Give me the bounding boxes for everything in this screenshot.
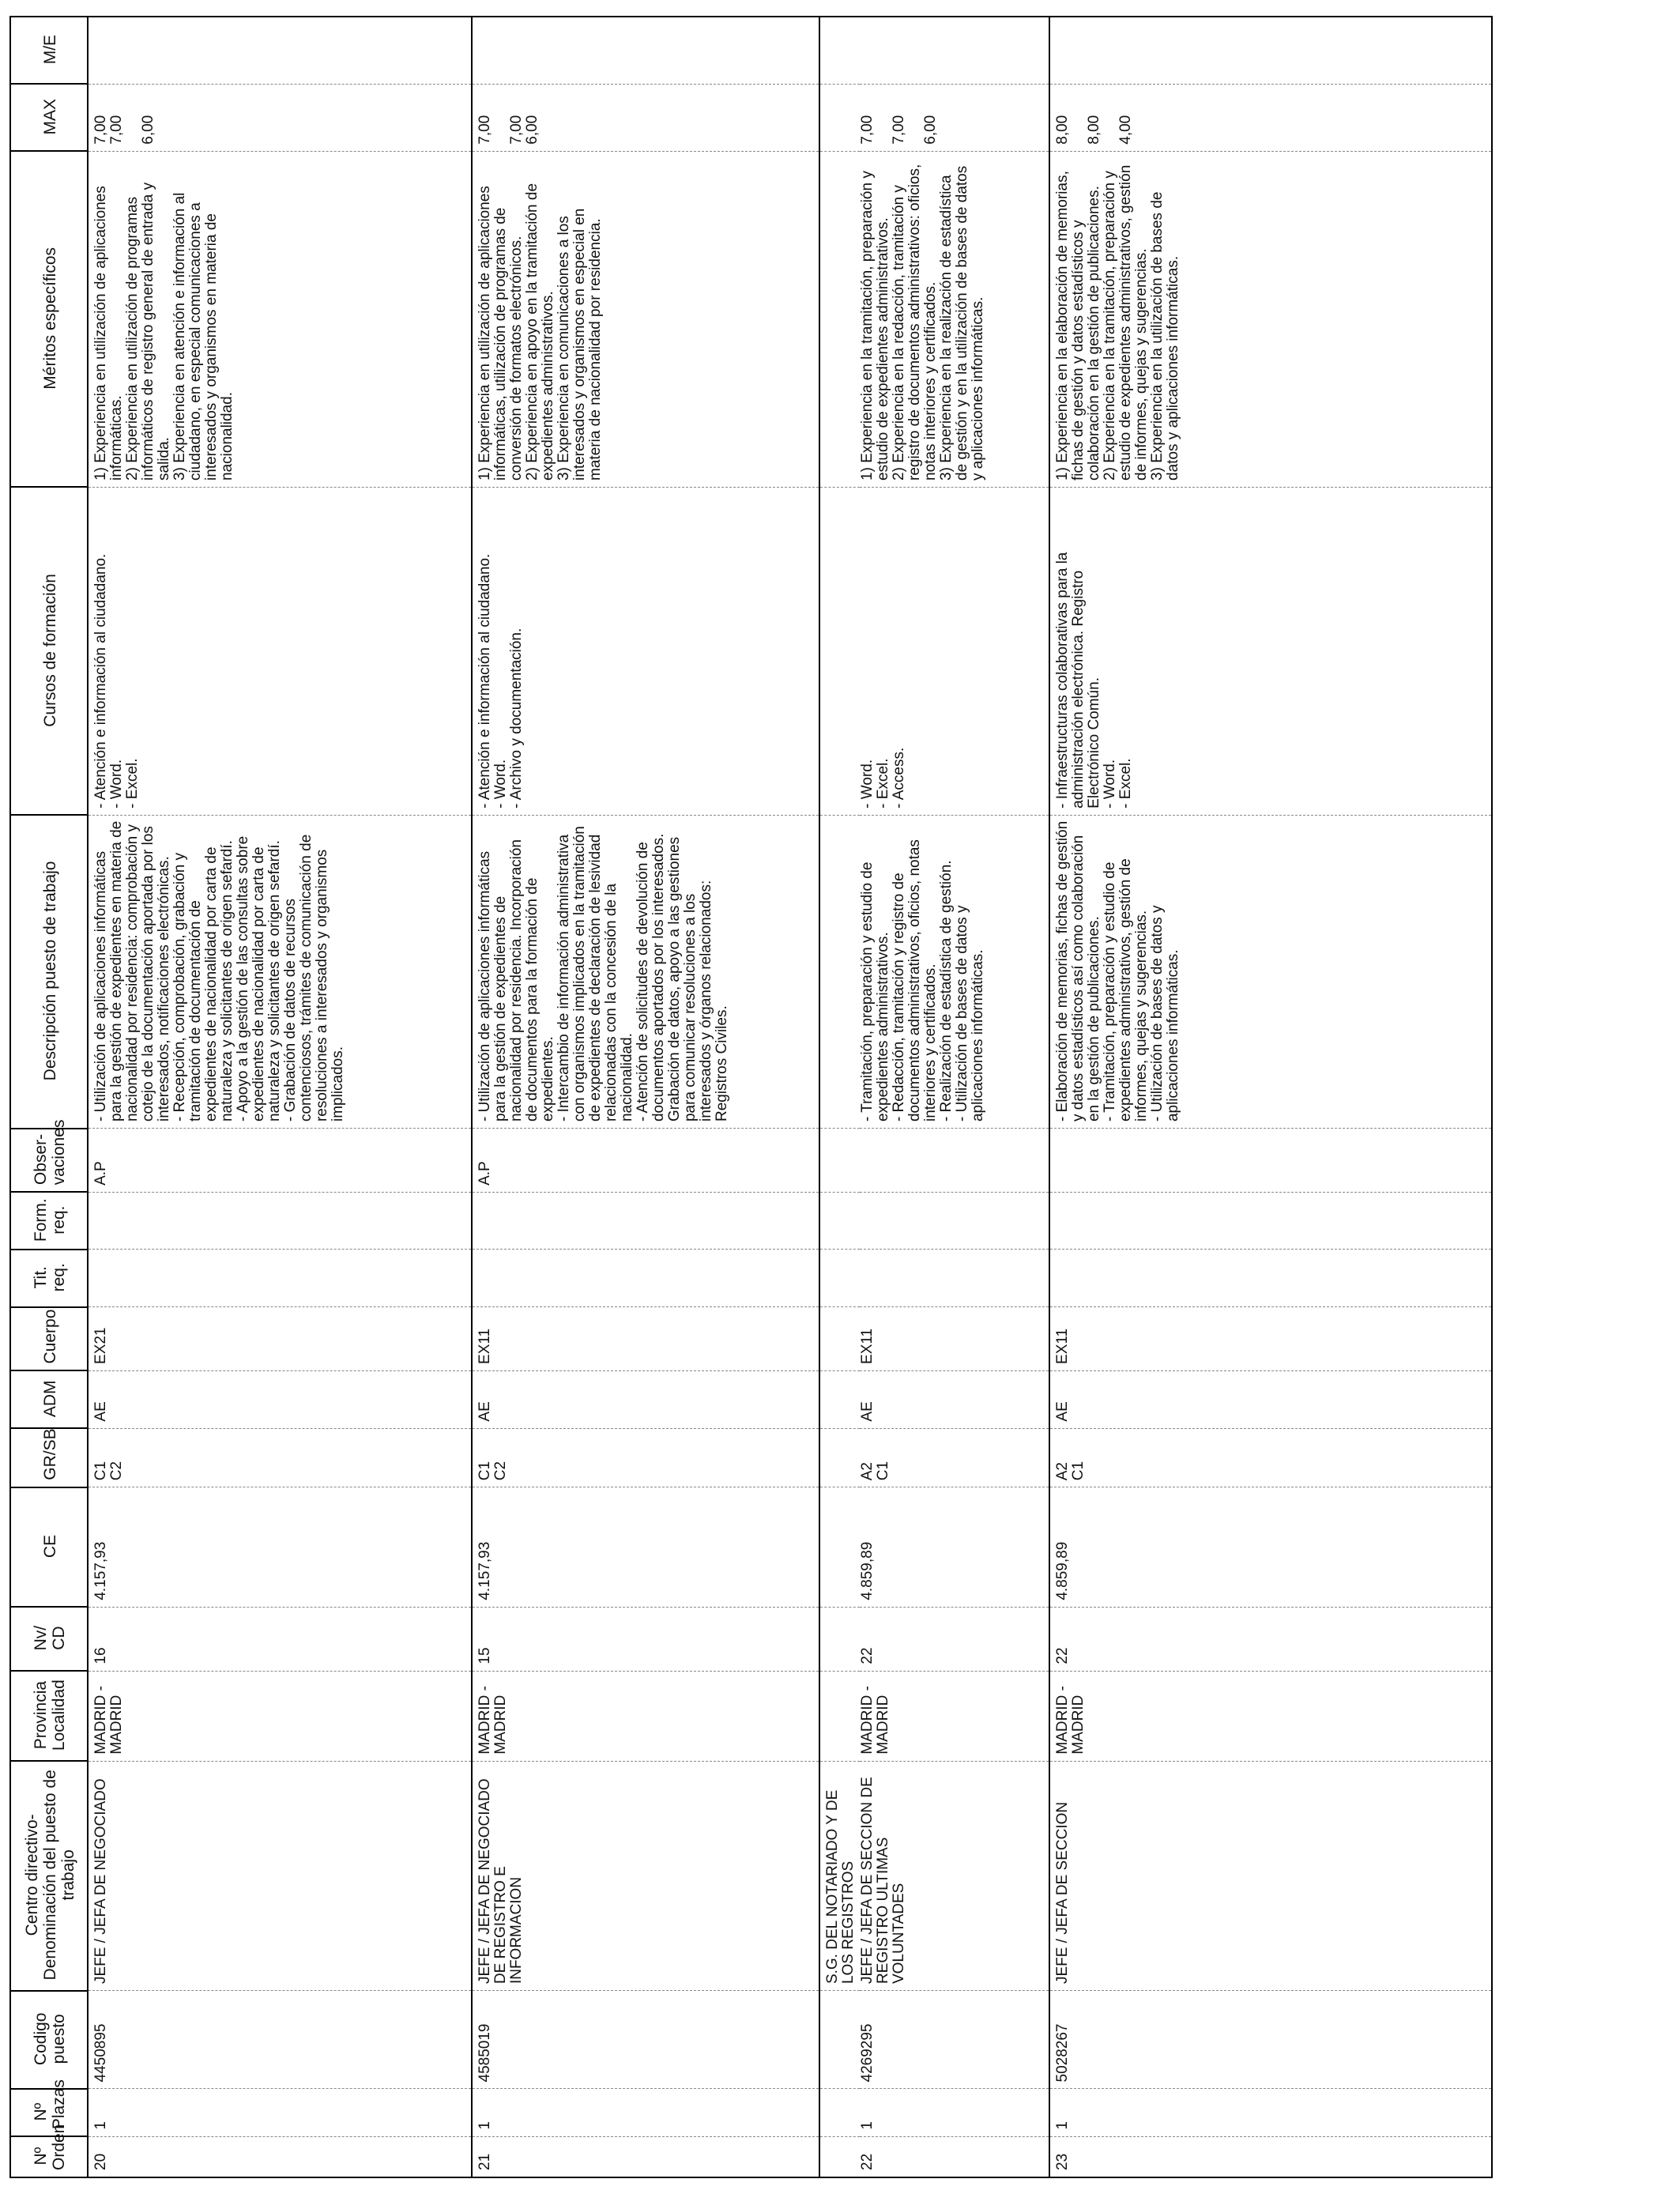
cell-centro: JEFE / JEFA DE NEGOCIADO — [88, 1761, 472, 1990]
cell-cuerpo: EX11 — [1049, 1307, 1492, 1371]
header-me: M/E — [10, 17, 88, 84]
cell-cuerpo: EX11 — [860, 1307, 1049, 1371]
cell-form — [472, 1192, 819, 1250]
header-tit: Tit. req. — [10, 1250, 88, 1307]
cell-orden: 21 — [472, 2136, 819, 2177]
header-descripcion: Descripción puesto de trabajo — [10, 815, 88, 1128]
cell-max: 7,00 7,00 6,00 — [472, 84, 819, 151]
header-meritos: Méritos específicos — [10, 151, 88, 487]
cell-orden: 23 — [1049, 2136, 1492, 2177]
cell-meritos: 1) Experiencia en la tramitación, preparación y estudio de expedientes administrativos. 2) Experiencia en la redacción, tramitación y registro de documentos administrativos: oficios, notas interiores y certificados. 3) Experiencia en la realización de estadística de gestión y en la utilización de bases de datos y aplicaciones informáticas. — [860, 151, 1049, 487]
cell-cursos: - Infraestructuras colaborativas para la administración electrónica. Registro Electrónico Común. - Word. - Excel. — [1049, 487, 1492, 815]
header-nivel: Nv/ CD — [10, 1607, 88, 1671]
cell-obs: A.P — [88, 1129, 472, 1193]
section-row — [819, 17, 860, 2177]
header-row — [10, 17, 88, 2177]
cell-ce: 4.157,93 — [472, 1487, 819, 1607]
cell-form — [860, 1192, 1049, 1250]
cell-me — [860, 17, 1049, 84]
header-plazas: Nº Plazas — [10, 2089, 88, 2136]
cell-adm: AE — [88, 1370, 472, 1428]
cell-plazas: 1 — [860, 2089, 1049, 2136]
header-form: Form. req. — [10, 1192, 88, 1250]
section-label: S.G. DEL NOTARIADO Y DE LOS REGISTROS — [819, 1761, 860, 1990]
header-ce: CE — [10, 1487, 88, 1607]
cell-meritos: 1) Experiencia en utilización de aplicaciones informáticas. 2) Experiencia en utilización de programas informáticos de registro general de entrada y salida. 3) Experiencia en atención e información al ciudadano, en especial comunicaciones a interesados y organismos en materia de nacionalidad. — [88, 151, 472, 487]
header-obs: Obser-vaciones — [10, 1129, 88, 1193]
cell-provincia: MADRID - MADRID — [472, 1671, 819, 1761]
header-provincia: Provincia Localidad — [10, 1671, 88, 1761]
cell-ce: 4.859,89 — [1049, 1487, 1492, 1607]
cell-nivel: 15 — [472, 1607, 819, 1671]
header-codigo: Codigo puesto — [10, 1991, 88, 2089]
cell-obs: A.P — [472, 1129, 819, 1193]
cell-max: 8,00 8,00 4,00 — [1049, 84, 1492, 151]
cell-cuerpo: EX11 — [472, 1307, 819, 1371]
header-gr: GR/SB — [10, 1428, 88, 1487]
header-cursos: Cursos de formación — [10, 487, 88, 815]
header-cuerpo: Cuerpo — [10, 1307, 88, 1371]
cell-descripcion: - Elaboración de memorias, fichas de gestión y datos estadísticos así como colaboración en la gestión de publicaciones. - Tramitación, preparación y estudio de expedientes administrativos, gestión de informes, quejas y sugerencias. - Utilización de bases de datos y aplicaciones informáticas. — [1049, 815, 1492, 1128]
cell-cursos: - Atención e información al ciudadano. - Word. - Archivo y documentación. — [472, 487, 819, 815]
cell-orden: 20 — [88, 2136, 472, 2177]
cell-obs — [860, 1129, 1049, 1193]
cell-cursos: - Atención e información al ciudadano. - Word. - Excel. — [88, 487, 472, 815]
cell-nivel: 22 — [1049, 1607, 1492, 1671]
cell-adm: AE — [1049, 1370, 1492, 1428]
cell-provincia: MADRID - MADRID — [88, 1671, 472, 1761]
cell-ce: 4.859,89 — [860, 1487, 1049, 1607]
cell-descripcion: - Utilización de aplicaciones informáticas para la gestión de expedientes de nacionalidad por residencia. Incorporación de documentos para la formación de expedientes. - Intercambio de información administrativa con organismos implicados en la tramitación de expedientes de declaración de lesividad relacionadas con la concesión de la nacionalidad. - Atención de solicitudes de devolución de documentos aportados por los interesados. Grabación de datos, apoyo a las gestiones para comunicar resoluciones a los interesados y órganos relacionados: Registros Civiles. — [472, 815, 819, 1128]
cell-descripcion: - Utilización de aplicaciones informáticas para la gestión de expedientes en materia de nacionalidad por residencia: comprobación y cotejo de la documentación aportada por los interesados, notificaciones electrónicas. - Recepción, comprobación, grabación y tramitación de documentación de expedientes de nacionalidad por carta de naturaleza y solicitantes de origen sefardí. - Apoyo a la gestión de las consultas sobre expedientes de nacionalidad por carta de naturaleza y solicitantes de origen sefardí. - Grabación de datos de recursos contenciosos, trámites de comunicación de resoluciones a interesados y organismos implicados. — [88, 815, 472, 1128]
cell-me — [88, 17, 472, 84]
cell-nivel: 22 — [860, 1607, 1049, 1671]
cell-codigo: 4269295 — [860, 1991, 1049, 2089]
cell-gr: A2 C1 — [1049, 1428, 1492, 1487]
cell-cuerpo: EX21 — [88, 1307, 472, 1371]
cell-plazas: 1 — [472, 2089, 819, 2136]
cell-provincia: MADRID - MADRID — [1049, 1671, 1492, 1761]
cell-me — [472, 17, 819, 84]
table-row — [860, 17, 1049, 2177]
cell-tit — [88, 1250, 472, 1307]
cell-centro: JEFE / JEFA DE SECCION — [1049, 1761, 1492, 1990]
table-row — [1049, 17, 1492, 2177]
cell-cursos: - Word. - Excel. - Access. — [860, 487, 1049, 815]
cell-codigo: 4450895 — [88, 1991, 472, 2089]
cell-descripcion: - Tramitación, preparación y estudio de expedientes administrativos. - Redacción, tramitación y registro de documentos administrativos, oficios, notas interiores y certificados. - Realización de estadística de gestión. - Utilización de bases de datos y aplicaciones informáticas. — [860, 815, 1049, 1128]
cell-centro: JEFE / JEFA DE SECCION DE REGISTRO ULTIMAS VOLUNTADES — [860, 1761, 1049, 1990]
cell-gr: A2 C1 — [860, 1428, 1049, 1487]
cell-orden: 22 — [860, 2136, 1049, 2177]
header-max: MAX — [10, 84, 88, 151]
cell-ce: 4.157,93 — [88, 1487, 472, 1607]
job-positions-table — [9, 16, 1493, 2178]
cell-form — [88, 1192, 472, 1250]
cell-tit — [860, 1250, 1049, 1307]
cell-plazas: 1 — [88, 2089, 472, 2136]
cell-gr: C1 C2 — [88, 1428, 472, 1487]
cell-obs — [1049, 1129, 1492, 1193]
cell-codigo: 4585019 — [472, 1991, 819, 2089]
cell-meritos: 1) Experiencia en la elaboración de memorias, fichas de gestión y datos estadísticos y colaboración en la gestión de publicaciones. 2) Experiencia en la tramitación, preparación y estudio de expedientes administrativos, gestión de informes, quejas y sugerencias. 3) Experiencia en la utilización de bases de datos y aplicaciones informáticas. — [1049, 151, 1492, 487]
cell-adm: AE — [860, 1370, 1049, 1428]
header-centro: Centro directivo- Denominación del puesto de trabajo — [10, 1761, 88, 1990]
cell-plazas: 1 — [1049, 2089, 1492, 2136]
cell-provincia: MADRID - MADRID — [860, 1671, 1049, 1761]
header-adm: ADM — [10, 1370, 88, 1428]
cell-codigo: 5028267 — [1049, 1991, 1492, 2089]
cell-gr: C1 C2 — [472, 1428, 819, 1487]
cell-meritos: 1) Experiencia en utilización de aplicaciones informáticas, utilización de programas de conversión de formatos electrónicos. 2) Experiencia en apoyo en la tramitación de expedientes administrativos. 3) Experiencia en comunicaciones a los interesados y organismos en especial en materia de nacionalidad por residencia. — [472, 151, 819, 487]
cell-me — [1049, 17, 1492, 84]
table-row — [472, 17, 819, 2177]
cell-tit — [472, 1250, 819, 1307]
cell-tit — [1049, 1250, 1492, 1307]
cell-form — [1049, 1192, 1492, 1250]
cell-adm: AE — [472, 1370, 819, 1428]
cell-max: 7,00 7,00 6,00 — [88, 84, 472, 151]
header-orden: Nº Orden — [10, 2136, 88, 2177]
cell-max: 7,00 7,00 6,00 — [860, 84, 1049, 151]
cell-nivel: 16 — [88, 1607, 472, 1671]
table-row — [88, 17, 472, 2177]
cell-centro: JEFE / JEFA DE NEGOCIADO DE REGISTRO E INFORMACION — [472, 1761, 819, 1990]
